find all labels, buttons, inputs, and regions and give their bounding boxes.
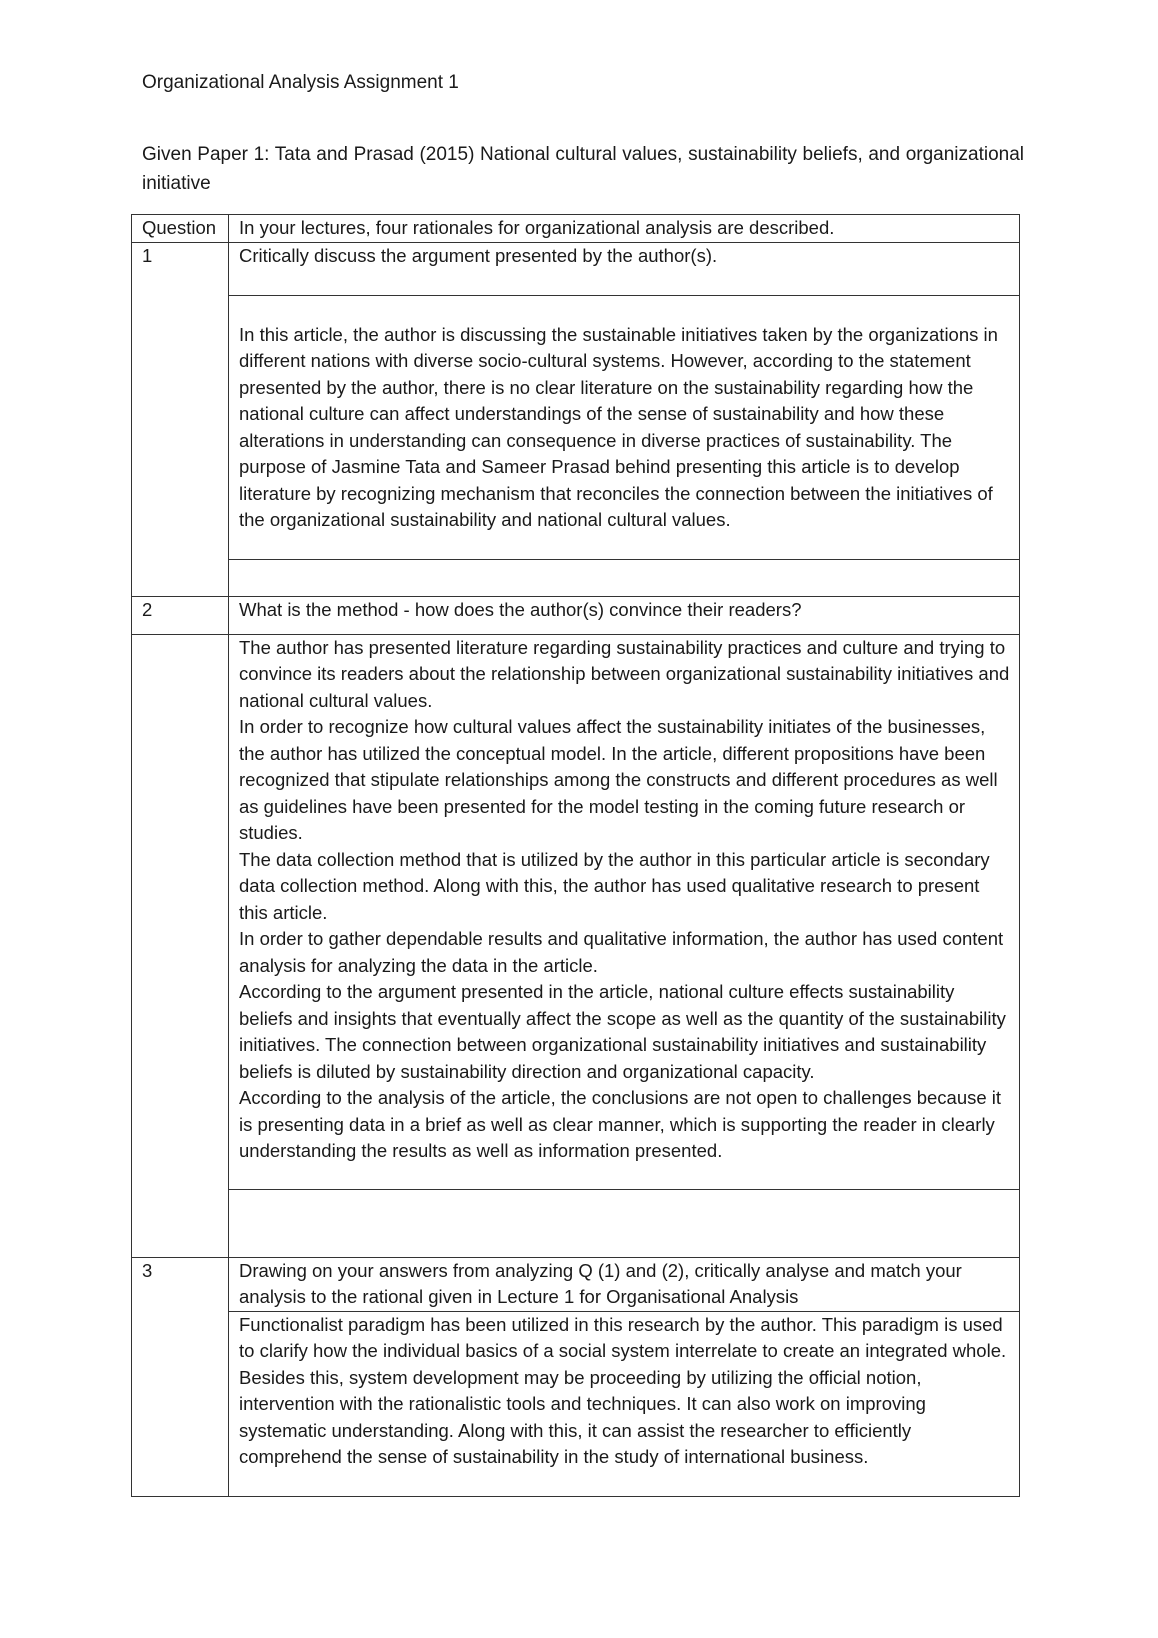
q2-answer-paragraph: According to the argument presented in the article, national culture effects sustainability beliefs and insights that eventually affect the scope as well as the quantity of the sustainability initiatives. The connection between organizational sustainability initiatives and sustainability beliefs is diluted by sustainability direction and organizational capacity. bbox=[239, 981, 1006, 1082]
intro-text: In your lectures, four rationales for organizational analysis are described. bbox=[229, 215, 1020, 243]
q2-blank-number-cell bbox=[132, 634, 229, 1257]
q2-answer-row bbox=[132, 634, 1020, 1189]
q1-empty-row bbox=[132, 559, 1020, 596]
q3-prompt: Drawing on your answers from analyzing Q (1) and (2), critically analyse and match your analysis to the rational given in Lecture 1 for Organisational Analysis bbox=[229, 1257, 1020, 1311]
q2-prompt: What is the method - how does the author(s) convince their readers? bbox=[229, 596, 1020, 634]
given-paper-line: Given Paper 1: Tata and Prasad (2015) National cultural values, sustainability beliefs, and organizational initiative bbox=[142, 144, 1024, 194]
q2-empty-row bbox=[132, 1189, 1020, 1257]
q2-number: 2 bbox=[132, 596, 229, 634]
question-table bbox=[131, 214, 1020, 1497]
q2-answer-paragraph: According to the analysis of the article, the conclusions are not open to challenges because it is presenting data in a brief as well as clear manner, which is supporting the reader in clearly understanding the results as well as information presented. bbox=[239, 1087, 1002, 1161]
q2-answer-paragraph: In order to recognize how cultural values affect the sustainability initiates of the businesses, the author has utilized the conceptual model. In the article, different propositions have been recognized that stipulate relationships among the constructs and different procedures as well as guidelines have been presented for the model testing in the coming future research or studies. bbox=[239, 716, 998, 843]
table-header-row bbox=[132, 215, 1020, 243]
q2-prompt-row bbox=[132, 596, 1020, 634]
q3-prompt-row bbox=[132, 1257, 1020, 1311]
document-title: Organizational Analysis Assignment 1 bbox=[142, 72, 459, 93]
q3-number: 3 bbox=[132, 1257, 229, 1496]
q2-empty-cell bbox=[229, 1189, 1020, 1257]
q2-answer-paragraph: In order to gather dependable results and qualitative information, the author has used content analysis for analyzing the data in the article. bbox=[239, 928, 1004, 976]
q2-answer-paragraph: The author has presented literature regarding sustainability practices and culture and trying to convince its readers about the relationship between organizational sustainability initiatives and national cultural values. bbox=[239, 636, 1010, 711]
q3-answer: Functionalist paradigm has been utilized in this research by the author. This paradigm is used to clarify how the individual basics of a social system interrelate to create an integrated whole. Besides this, system development may be proceeding by utilizing the official notion, intervention with the rationalistic tools and techniques. It can also work on improving systematic understanding. Along with this, it can assist the researcher to efficiently comprehend the sense of sustainability in the study of international business. bbox=[229, 1311, 1020, 1496]
q1-answer: In this article, the author is discussing the sustainable initiatives taken by the organizations in different nations with diverse socio-cultural systems. However, according to the statement presented by the author, there is no clear literature on the sustainability regarding how the national culture can affect understandings of the sense of sustainability and how these alterations in understanding can consequence in diverse practices of sustainability. The purpose of Jasmine Tata and Sameer Prasad behind presenting this article is to develop literature by recognizing mechanism that reconciles the connection between the initiatives of the organizational sustainability and national cultural values. bbox=[229, 295, 1020, 559]
q1-answer-row bbox=[132, 295, 1020, 559]
question-column-header: Question bbox=[132, 215, 229, 243]
q1-prompt: Critically discuss the argument presented by the author(s). bbox=[229, 242, 1020, 295]
q2-answer bbox=[229, 634, 1020, 1189]
q1-empty-cell bbox=[229, 559, 1020, 596]
q2-answer-paragraph: The data collection method that is utilized by the author in this particular article is secondary data collection method. Along with this, the author has used qualitative research to present this article. bbox=[239, 848, 990, 923]
q3-answer-row bbox=[132, 1311, 1020, 1496]
q1-number: 1 bbox=[132, 242, 229, 596]
q1-prompt-row bbox=[132, 242, 1020, 295]
